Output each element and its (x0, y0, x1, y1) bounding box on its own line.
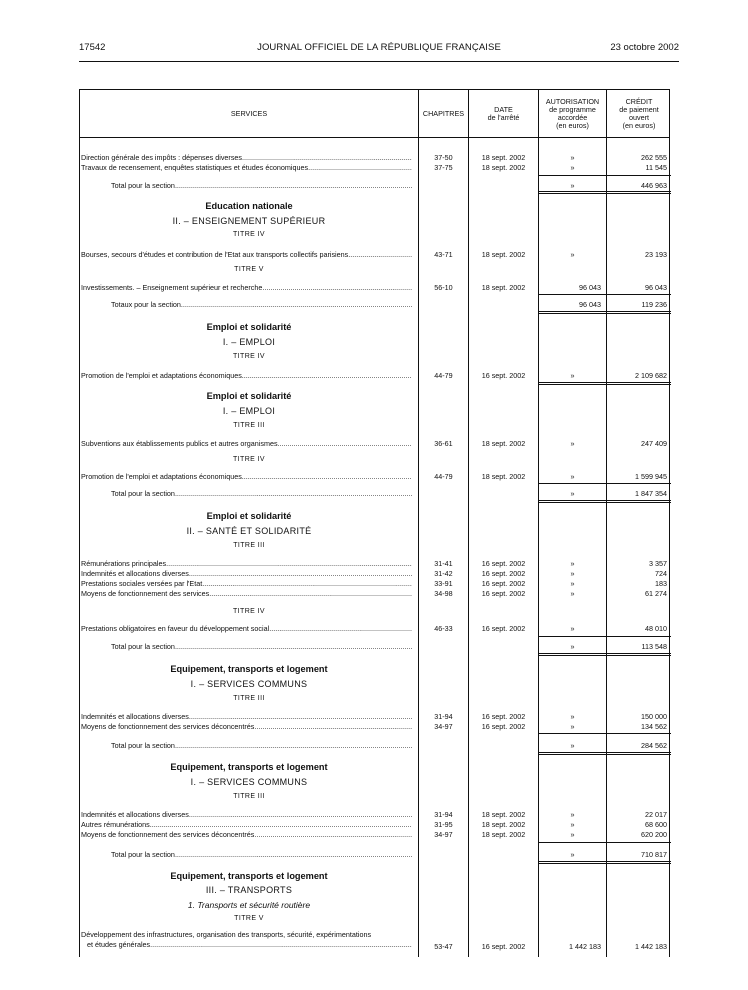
table-row: Travaux de recensement, enquêtes statistiques et études économiques ..... 37-75 18 sept. 2002 » 11 545 (80, 162, 669, 173)
total-row: Total pour la section ..... » 113 548 (80, 641, 669, 652)
total-row: Total pour la section ..... » 446 963 (80, 180, 669, 191)
total-row: Total pour la section ..... » 1 847 354 (80, 488, 669, 499)
subtotal-rule (539, 175, 671, 176)
table-row: Indemnités et allocations diverses ..... 31-94 16 sept. 2002 » 150 000 (80, 711, 669, 722)
section-subtitle: III. – TRANSPORTS (205, 885, 293, 895)
section-subtitle: II. – ENSEIGNEMENT SUPÉRIEUR (172, 216, 326, 226)
section-title: Emploi et solidarité (206, 391, 292, 401)
subtotal-rule (539, 483, 671, 484)
subtotal-rule (539, 636, 671, 637)
total-rule (539, 500, 671, 503)
page-number: 17542 (79, 42, 106, 53)
table-row: Subventions aux établissements publics et autres organismes ..... 36-61 18 sept. 2002 » 247 409 (80, 438, 669, 449)
total-row: Total pour la section ..... » 284 562 (80, 740, 669, 751)
column-header-date: DATE de l'arrêté (487, 104, 520, 122)
titre-heading: TITRE III (233, 793, 265, 800)
table-row: Bourses, secours d'études et contribution de l'Etat aux transports collectifs parisiens ..... 43-71 18 sept. 2002 » 23 193 (80, 249, 669, 260)
column-header-autorisation: AUTORISATION de programme accordée (en euros) (545, 96, 600, 130)
total-rule (539, 752, 671, 755)
issue-date: 23 octobre 2002 (610, 42, 679, 53)
subtotal-rule (539, 842, 671, 843)
column-header-chapitres: CHAPITRES (422, 108, 465, 118)
section-title: Equipement, transports et logement (170, 871, 328, 881)
table-row: Indemnités et allocations diverses ..... 31-94 18 sept. 2002 » 22 017 (80, 809, 669, 820)
total-row: Total pour la section ..... » 710 817 (80, 849, 669, 860)
section-title: Equipement, transports et logement (170, 762, 328, 772)
table-row: Moyens de fonctionnement des services déconcentrés ..... 34-97 18 sept. 2002 » 620 200 (80, 829, 669, 840)
total-rule (539, 311, 671, 314)
header-rule (79, 61, 679, 62)
budget-table (79, 89, 670, 957)
total-rule (539, 382, 671, 385)
titre-heading: TITRE V (234, 266, 264, 273)
section-subtitle: I. – SERVICES COMMUNS (190, 679, 308, 689)
titre-heading: TITRE III (233, 542, 265, 549)
table-row: Direction générale des impôts : dépenses diverses ..... 37-50 18 sept. 2002 » 262 555 (80, 152, 669, 163)
titre-heading: TITRE V (234, 915, 264, 922)
table-row: Promotion de l'emploi et adaptations économiques ..... 44-79 18 sept. 2002 » 1 599 945 (80, 471, 669, 482)
subsection-title: 1. Transports et sécurité routière (187, 900, 311, 910)
column-header-services: SERVICES (230, 108, 268, 118)
table-row: 53-47 16 sept. 2002 1 442 183 1 442 183 (434, 942, 667, 951)
subtotal-rule (539, 733, 671, 734)
section-subtitle: II. – SANTÉ ET SOLIDARITÉ (186, 526, 312, 536)
total-rule (539, 191, 671, 194)
table-row: Prestations obligatoires en faveur du développement social ..... 46-33 16 sept. 2002 » 48 010 (80, 623, 669, 634)
table-row: Indemnités et allocations diverses ..... 31-42 16 sept. 2002 » 724 (80, 568, 669, 579)
subtotal-rule (539, 294, 671, 295)
table-row: Rémunérations principales ..... 31-41 16 sept. 2002 » 3 357 (80, 558, 669, 569)
page-header (79, 42, 679, 56)
journal-title: JOURNAL OFFICIEL DE LA RÉPUBLIQUE FRANÇAISE (257, 42, 501, 53)
section-subtitle: I. – EMPLOI (222, 406, 276, 416)
total-row: Totaux pour la section ..... 96 043 119 236 (80, 299, 669, 310)
header-rule-bottom (80, 137, 669, 138)
titre-heading: TITRE IV (233, 608, 265, 615)
titre-heading: TITRE IV (233, 231, 265, 238)
titre-heading: TITRE IV (233, 456, 265, 463)
titre-heading: TITRE III (233, 695, 265, 702)
table-row: Promotion de l'emploi et adaptations économiques ..... 44-79 16 sept. 2002 » 2 109 682 (80, 370, 669, 381)
section-title: Education nationale (205, 201, 293, 211)
table-row: Autres rémunérations ..... 31-95 18 sept. 2002 » 68 600 (80, 819, 669, 830)
table-row-multiline: Développement des infrastructures, organisation des transports, sécurité, expérimentations et études générales ..... (81, 930, 412, 950)
section-subtitle: I. – EMPLOI (222, 337, 276, 347)
section-title: Emploi et solidarité (206, 511, 292, 521)
section-title: Equipement, transports et logement (170, 664, 328, 674)
total-rule (539, 861, 671, 864)
table-row: Investissements. – Enseignement supérieur et recherche ..... 56-10 18 sept. 2002 96 043 96 043 (80, 282, 669, 293)
section-title: Emploi et solidarité (206, 322, 292, 332)
table-row: Prestations sociales versées par l'Etat ..... 33-91 16 sept. 2002 » 183 (80, 578, 669, 589)
titre-heading: TITRE IV (233, 353, 265, 360)
table-row: Moyens de fonctionnement des services ..... 34-98 16 sept. 2002 » 61 274 (80, 588, 669, 599)
table-row: Moyens de fonctionnement des services déconcentrés ..... 34-97 16 sept. 2002 » 134 562 (80, 721, 669, 732)
titre-heading: TITRE III (233, 422, 265, 429)
total-rule (539, 653, 671, 656)
section-subtitle: I. – SERVICES COMMUNS (190, 777, 308, 787)
column-header-credit: CRÉDIT de paiement ouvert (en euros) (619, 96, 659, 130)
